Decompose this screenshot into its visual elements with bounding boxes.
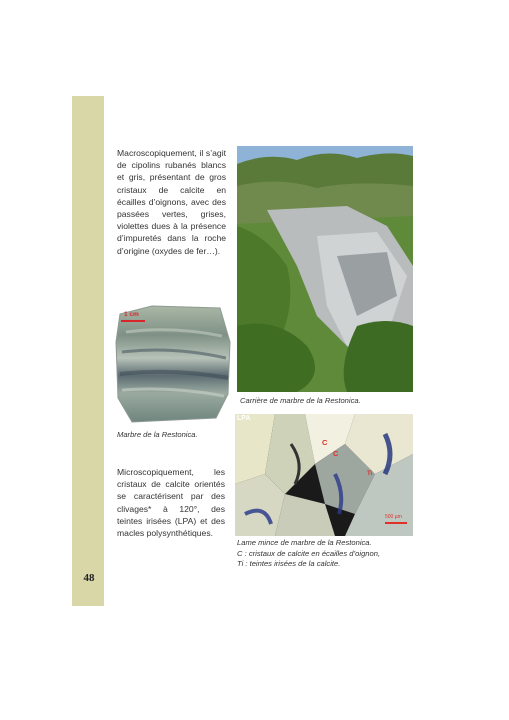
scale-label: 1 cm (124, 311, 139, 318)
scale-bar (121, 320, 145, 322)
quarry-photo (237, 146, 413, 392)
calcite-label-2: C (333, 449, 339, 458)
thin-section-photo (235, 414, 413, 536)
marble-sample-photo (112, 302, 236, 426)
page-number: 48 (83, 572, 95, 584)
caption-quarry: Carrière de marbre de la Restonica. (240, 396, 361, 405)
paragraph-macroscopic: Macroscopiquement, il s’agit de cipolins rubanés blancs et gris, présentant de gros cristaux de calcite en écailles d’oignons, avec des passées vertes, grises, violettes dues à la présence d’impuretés dans la roche d’origine (oxydes de fer…). (117, 148, 226, 256)
paragraph-microscopic: Microscopiquement, les cristaux de calcite orientés se caractérisent par des clivages* à 120°, des teintes irisées (LPA) et des macles polysynthétiques. (117, 467, 225, 539)
caption-marble-sample: Marbre de la Restonica. (117, 430, 198, 439)
caption-thin-section-line2: C : cristaux de calcite en écailles d’oignon, (237, 548, 381, 558)
caption-thin-section-line1: Lame mince de marbre de la Restonica. (237, 538, 372, 547)
quarry-image (237, 146, 413, 392)
lpa-label: LPA (237, 415, 251, 422)
micro-scale-label: 500 µm (385, 514, 402, 520)
caption-thin-section-line3: Ti : teintes irisées de la calcite. (237, 559, 341, 568)
ti-label: Ti (367, 471, 373, 477)
margin-band (72, 96, 104, 606)
micro-scale-bar (385, 522, 407, 524)
caption-thin-section (237, 538, 417, 570)
calcite-label-1: C (322, 438, 328, 447)
